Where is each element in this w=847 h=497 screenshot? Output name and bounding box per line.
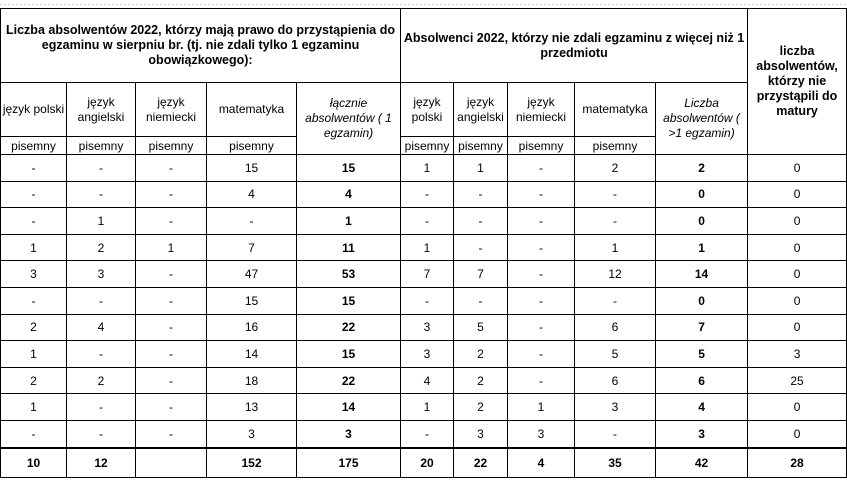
table-cell: 2 (454, 341, 508, 368)
exam-type-cell: pisemny (401, 137, 454, 155)
table-cell: - (508, 367, 575, 394)
table-cell: 3 (1, 261, 67, 288)
table-cell: 2 (67, 367, 136, 394)
table-cell: 2 (454, 394, 508, 421)
table-cell: 0 (748, 287, 847, 314)
table-cell: - (136, 420, 207, 447)
table-cell: 2 (67, 234, 136, 261)
table-row (1, 314, 847, 341)
header-group-multiple-exams: Absolwenci 2022, którzy nie zdali egzaminu z więcej niż 1 przedmiotu (401, 9, 748, 83)
table-cell: 2 (575, 155, 656, 182)
table-cell: - (67, 287, 136, 314)
table-cell: 14 (297, 394, 401, 421)
table-cell: - (207, 208, 297, 235)
table-cell: - (454, 234, 508, 261)
table-row (1, 287, 847, 314)
table-cell: 3 (748, 341, 847, 368)
table-cell: 3 (508, 420, 575, 447)
table-cell: 15 (297, 287, 401, 314)
table-cell: - (1, 155, 67, 182)
table-cell: 3 (575, 394, 656, 421)
table-cell: - (67, 420, 136, 447)
table-row (1, 261, 847, 288)
table-cell: - (1, 208, 67, 235)
col-header-total-multi-exam: Liczba absolwentów ( >1 egzamin) (656, 83, 748, 155)
table-row (1, 234, 847, 261)
table-cell: 1 (401, 394, 454, 421)
table-cell: 25 (748, 367, 847, 394)
table-cell: - (401, 287, 454, 314)
header-group-one-exam: Liczba absolwentów 2022, którzy mają prawo do przystąpienia do egzaminu w sierpniu br. (tj. nie zdali tylko 1 egzaminu obowiązkowego): (1, 9, 401, 83)
table-cell: 3 (297, 420, 401, 447)
totals-row (1, 448, 847, 478)
table-cell: 6 (575, 367, 656, 394)
table-cell: - (401, 181, 454, 208)
table-cell: - (136, 394, 207, 421)
table-cell: - (575, 287, 656, 314)
exam-type-cell: pisemny (575, 137, 656, 155)
table-cell: - (508, 234, 575, 261)
table-cell: 3 (67, 261, 136, 288)
table-cell: - (508, 208, 575, 235)
table-cell: 53 (297, 261, 401, 288)
table-cell: - (508, 181, 575, 208)
table-cell: 12 (575, 261, 656, 288)
table-cell: - (454, 208, 508, 235)
table-cell: 0 (656, 287, 748, 314)
table-cell: 3 (401, 341, 454, 368)
total-cell: 152 (207, 448, 297, 478)
table-cell: 5 (454, 314, 508, 341)
table-cell: - (454, 181, 508, 208)
total-cell: 10 (1, 448, 67, 478)
table-cell: 5 (656, 341, 748, 368)
table-cell: 15 (297, 155, 401, 182)
total-cell: 35 (575, 448, 656, 478)
table-cell: 3 (656, 420, 748, 447)
table-row (1, 208, 847, 235)
table-cell: - (67, 341, 136, 368)
total-cell: 20 (401, 448, 454, 478)
exam-type-cell: pisemny (136, 137, 207, 155)
table-cell: 0 (748, 420, 847, 447)
table-cell: 6 (656, 367, 748, 394)
table-cell: 18 (207, 367, 297, 394)
exam-type-cell: pisemny (207, 137, 297, 155)
table-cell: - (1, 287, 67, 314)
table-cell: 3 (207, 420, 297, 447)
table-cell: 22 (297, 314, 401, 341)
table-row (1, 420, 847, 447)
table-cell: 14 (656, 261, 748, 288)
table-cell: 0 (748, 314, 847, 341)
table-cell: 5 (575, 341, 656, 368)
table-cell: - (136, 341, 207, 368)
table-cell: - (136, 155, 207, 182)
table-cell: 4 (207, 181, 297, 208)
table-cell: 2 (656, 155, 748, 182)
table-cell: 1 (297, 208, 401, 235)
top-gridline-strip (0, 0, 846, 8)
table-cell: 4 (297, 181, 401, 208)
total-cell: 12 (67, 448, 136, 478)
table-cell: 1 (656, 234, 748, 261)
total-cell: 22 (454, 448, 508, 478)
table-cell: 1 (1, 341, 67, 368)
table-cell: - (136, 181, 207, 208)
table-body (1, 155, 847, 448)
table-cell: 13 (207, 394, 297, 421)
total-cell (136, 448, 207, 478)
table-cell: 1 (508, 394, 575, 421)
table-cell: 1 (454, 155, 508, 182)
table-cell: 1 (575, 234, 656, 261)
exam-type-cell: pisemny (1, 137, 67, 155)
table-cell: 47 (207, 261, 297, 288)
table-cell: 1 (401, 155, 454, 182)
table-cell: 2 (1, 314, 67, 341)
table-cell: 0 (748, 394, 847, 421)
header-not-taken: liczba absolwentów, którzy nie przystąpili do matury (748, 9, 847, 155)
table-cell: - (136, 367, 207, 394)
exam-type-cell: pisemny (508, 137, 575, 155)
total-cell: 42 (656, 448, 748, 478)
exam-type-cell: pisemny (67, 137, 136, 155)
graduates-table (0, 8, 847, 478)
col-header-math-multi: matematyka (575, 83, 656, 137)
table-cell: 11 (297, 234, 401, 261)
table-cell: 1 (1, 394, 67, 421)
table-cell: 0 (748, 261, 847, 288)
table-cell: - (136, 208, 207, 235)
col-header-english-multi: język angielski (454, 83, 508, 137)
table-cell: 0 (656, 208, 748, 235)
table-row (1, 367, 847, 394)
table-cell: 4 (401, 367, 454, 394)
table-cell: 0 (748, 208, 847, 235)
table-cell: 0 (656, 181, 748, 208)
table-cell: 16 (207, 314, 297, 341)
table-cell: - (136, 287, 207, 314)
table-cell: 0 (748, 234, 847, 261)
table-cell: - (508, 287, 575, 314)
table-cell: 3 (401, 314, 454, 341)
table-cell: - (401, 208, 454, 235)
table-cell: 0 (748, 181, 847, 208)
table-cell: - (67, 394, 136, 421)
table-cell: 1 (401, 234, 454, 261)
table-cell: - (1, 420, 67, 447)
table-cell: 15 (207, 155, 297, 182)
table-cell: 0 (748, 155, 847, 182)
col-header-math: matematyka (207, 83, 297, 137)
table-cell: 15 (297, 341, 401, 368)
table-cell: - (508, 155, 575, 182)
table-cell: 2 (454, 367, 508, 394)
table-cell: - (575, 208, 656, 235)
col-header-german-multi: język niemiecki (508, 83, 575, 137)
col-header-total-one-exam: łącznie absolwentów ( 1 egzamin) (297, 83, 401, 155)
table-cell: 14 (207, 341, 297, 368)
table-cell: 3 (454, 420, 508, 447)
table-row (1, 181, 847, 208)
table-cell: 4 (67, 314, 136, 341)
table-cell: - (508, 261, 575, 288)
table-cell: 15 (207, 287, 297, 314)
col-header-polish-multi: język polski (401, 83, 454, 137)
table-cell: - (508, 314, 575, 341)
table-cell: - (1, 181, 67, 208)
table-cell: 2 (1, 367, 67, 394)
exam-type-cell: pisemny (454, 137, 508, 155)
table-cell: - (67, 181, 136, 208)
table-cell: - (575, 181, 656, 208)
table-cell: 7 (401, 261, 454, 288)
col-header-polish: język polski (1, 83, 67, 137)
table-row (1, 155, 847, 182)
total-cell: 4 (508, 448, 575, 478)
table-cell: 1 (136, 234, 207, 261)
col-header-german: język niemiecki (136, 83, 207, 137)
table-cell: 7 (656, 314, 748, 341)
table-cell: - (454, 287, 508, 314)
table-cell: - (401, 420, 454, 447)
table-cell: 6 (575, 314, 656, 341)
table-cell: - (67, 155, 136, 182)
total-cell: 175 (297, 448, 401, 478)
table-cell: 7 (454, 261, 508, 288)
table-cell: 1 (67, 208, 136, 235)
table-cell: - (136, 314, 207, 341)
table-cell: 7 (207, 234, 297, 261)
table-cell: 1 (1, 234, 67, 261)
table-row (1, 394, 847, 421)
table-cell: 4 (656, 394, 748, 421)
total-cell: 28 (748, 448, 847, 478)
table-cell: - (508, 341, 575, 368)
table-cell: 22 (297, 367, 401, 394)
table-row (1, 341, 847, 368)
col-header-english: język angielski (67, 83, 136, 137)
table-cell: - (136, 261, 207, 288)
table-cell: - (575, 420, 656, 447)
